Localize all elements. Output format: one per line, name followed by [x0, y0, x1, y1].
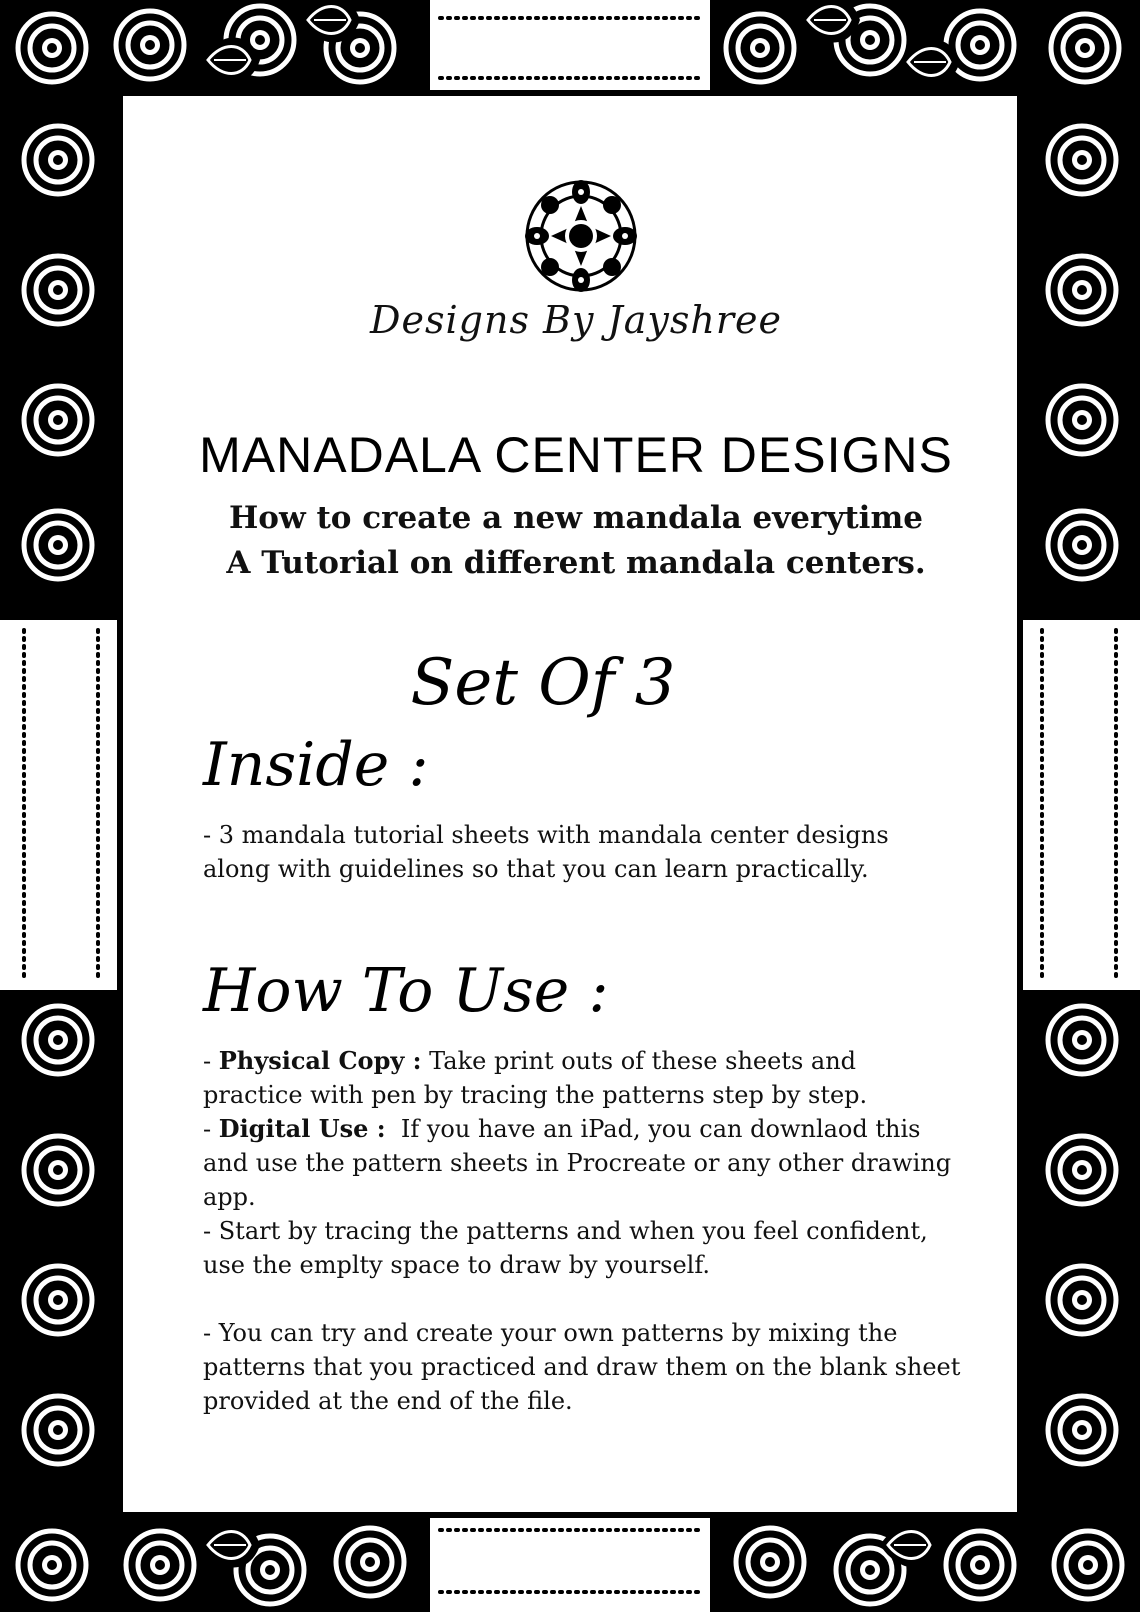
set-label: Set Of 3	[410, 646, 676, 720]
physical-copy-prefix: -	[203, 1047, 219, 1075]
content-panel	[117, 90, 1023, 1518]
tip-tracing: - Start by tracing the patterns and when you feel confident, use the emplty space to draw by yourself.	[203, 1217, 928, 1279]
physical-copy-label: Physical Copy :	[218, 1046, 422, 1075]
physical-copy-text: Take print outs of these sheets and practice with pen by tracing the patterns step by step.	[203, 1047, 868, 1109]
digital-use-paragraph	[203, 1112, 963, 1214]
how-to-use-heading: How To Use :	[203, 956, 609, 1026]
brand-name: Designs By Jayshree	[370, 298, 782, 342]
subtitle-line-1: How to create a new mandala everytime	[229, 500, 923, 536]
tip-create-own: - You can try and create your own patterns by mixing the patterns that you practiced and draw them on the blank sheet provided at the end of the file.	[203, 1319, 961, 1415]
inside-heading: Inside :	[203, 730, 429, 800]
digital-use-text: If you have an iPad, you can downlaod this and use the pattern sheets in Procreate or any other drawing app.	[203, 1115, 959, 1211]
digital-use-prefix: -	[203, 1115, 219, 1143]
mandala-logo-icon	[521, 176, 641, 296]
page-title: MANADALA CENTER DESIGNS	[199, 427, 953, 483]
subtitle-line-2: A Tutorial on different mandala centers.	[226, 545, 926, 581]
physical-copy-paragraph	[203, 1044, 963, 1112]
inside-text: - 3 mandala tutorial sheets with mandala center designs along with guidelines so that you can learn practically.	[203, 821, 889, 883]
digital-use-label: Digital Use :	[218, 1114, 386, 1143]
